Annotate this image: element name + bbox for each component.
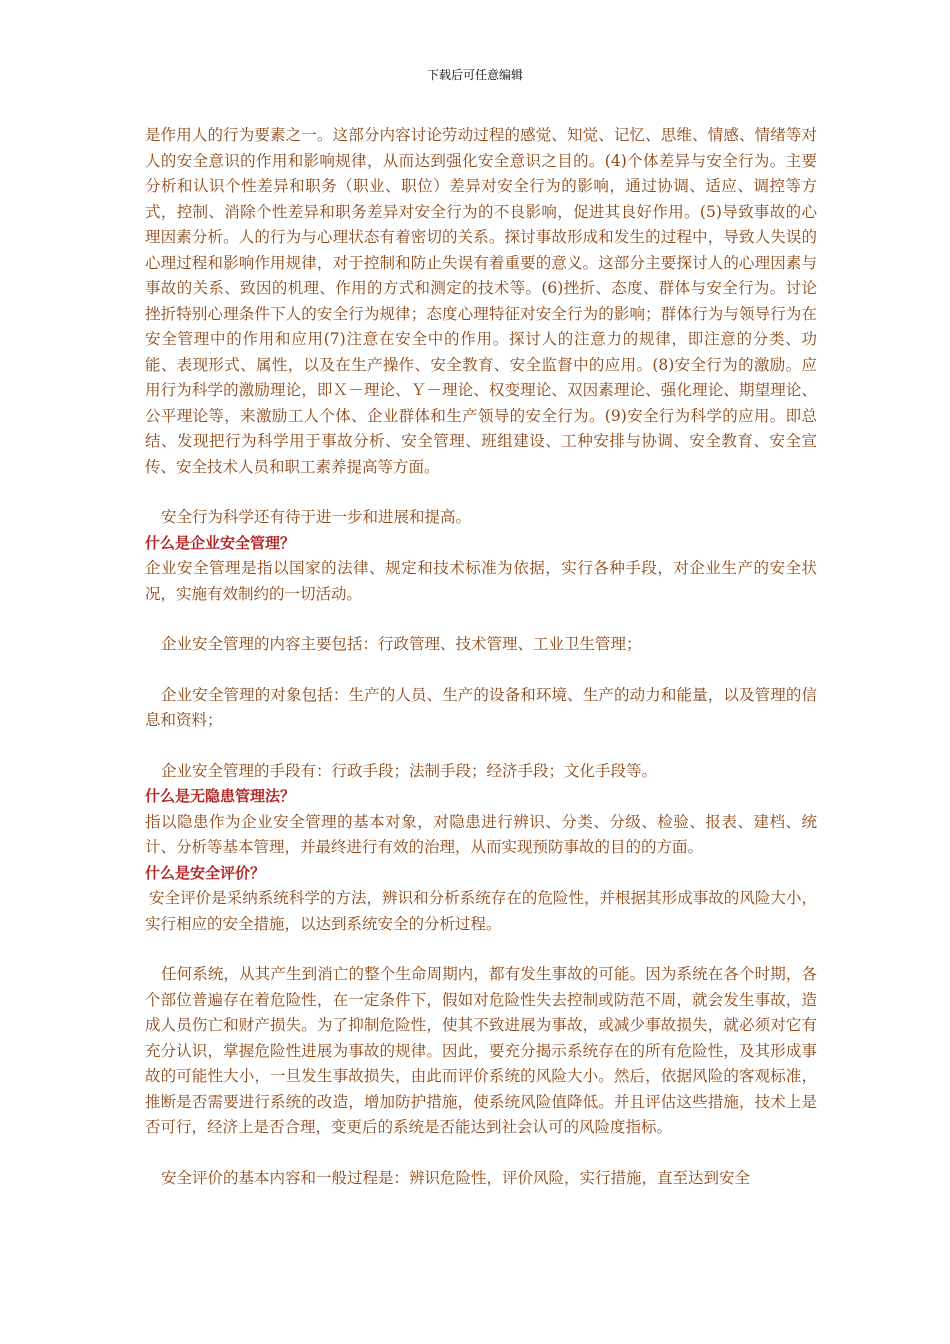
paragraph-no-hazard-definition: 指以隐患作为企业安全管理的基本对象，对隐患进行辨识、分类、分级、检验、报表、建档、统计、分析等基本管理，并最终进行有效的治理，从而实现预防事故的目的的方面。 xyxy=(145,812,817,856)
paragraph-evaluation-process: 安全评价的基本内容和一般过程是：辨识危险性，评价风险，实行措施，直至达到安全 xyxy=(161,1168,751,1187)
paragraph-system-risk: 任何系统，从其产生到消亡的整个生命周期内，都有发生事故的可能。因为系统在各个时期，各个部位普遍存在着危险性，在一定条件下，假如对危险性失去控制或防范不周，就会发生事故，造成人员伤亡和财产损失。为了抑制危险性，使其不致进展为事故，或减少事故损失，就必须对它有充分认识，掌握危险性进展为事故的规律。因此，要充分揭示系统存在的所有危险性，及其形成事故的可能性大小，一旦发生事故损失，由此而评价系统的风险大小。然后，依据风险的客观标准，推断是否需要进行系统的改造，增加防护措施，使系统风险值降低。并且评估这些措施，技术上是否可行，经济上是否合理，变更后的系统是否能达到社会认可的风险度指标。 xyxy=(145,965,817,1136)
paragraph-safety-evaluation-definition: 安全评价是采纳系统科学的方法，辨识和分析系统存在的危险性，并根据其形成事故的风险大小，实行相应的安全措施，以达到系统安全的分析过程。 xyxy=(145,889,817,933)
paragraph-further-progress: 安全行为科学还有待于进一步和进展和提高。 xyxy=(161,508,472,526)
paragraph-management-objects: 企业安全管理的对象包括：生产的人员、生产的设备和环境、生产的动力和能量，以及管理的信息和资料； xyxy=(145,685,817,729)
paragraph-gap xyxy=(145,734,817,759)
paragraph-management-means: 企业安全管理的手段有：行政手段；法制手段；经济手段；文化手段等。 xyxy=(161,761,658,780)
paragraph-behavior-elements: 是作用人的行为要素之一。这部分内容讨论劳动过程的感觉、知觉、记忆、思维、情感、情绪等对人的安全意识的作用和影响规律，从而达到强化安全意识之目的。(4)个体差异与安全行为。主要分析和认识个性差异和职务（职业、职位）差异对安全行为的影响，通过协调、适应、调控等方式，控制、消除个性差异和职务差异对安全行为的不良影响，促进其良好作用。(5)导致事故的心理因素分析。人的行为与心理状态有着密切的关系。探讨事故形成和发生的过程中，导致人失误的心理过程和影响作用规律，对于控制和防止失误有着重要的意义。这部分主要探讨人的心理因素与事故的关系、致因的机理、作用的方式和测定的技术等。(6)挫折、态度、群体与安全行为。讨论挫折特别心理条件下人的安全行为规律；态度心理特征对安全行为的影响；群体行为与领导行为在安全管理中的作用和应用(7)注意在安全中的作用。探讨人的注意力的规律，即注意的分类、功能、表现形式、属性，以及在生产操作、安全教育、安全监督中的应用。(8)安全行为的激励。应用行为科学的激励理论，即Ｘ－理论、Ｙ－理论、权变理论、双因素理论、强化理论、期望理论、公平理论等，来激励工人个体、企业群体和生产领导的安全行为。(9)安全行为科学的应用。即总结、发现把行为科学用于事故分析、安全管理、班组建设、工种安排与协调、安全教育、安全宣传、安全技术人员和职工素养提高等方面。 xyxy=(145,126,817,476)
paragraph-management-content: 企业安全管理的内容主要包括：行政管理、技术管理、工业卫生管理； xyxy=(161,635,642,653)
paragraph-enterprise-safety-definition: 企业安全管理是指以国家的法律、规定和技术标准为依据，实行各种手段，对企业生产的安全状况，实施有效制约的一切活动。 xyxy=(145,559,817,603)
paragraph-gap xyxy=(145,1141,817,1166)
heading-no-hazard-management: 什么是无隐患管理法？ xyxy=(145,787,296,805)
heading-enterprise-safety-management: 什么是企业安全管理？ xyxy=(145,533,296,552)
paragraph-gap xyxy=(145,658,817,683)
document-body xyxy=(145,123,817,1191)
page-header: 下载后可任意编辑 xyxy=(426,68,523,82)
paragraph-gap xyxy=(145,480,817,505)
paragraph-gap xyxy=(145,607,817,632)
paragraph-gap xyxy=(145,937,817,962)
heading-safety-evaluation: 什么是安全评价？ xyxy=(145,863,266,882)
